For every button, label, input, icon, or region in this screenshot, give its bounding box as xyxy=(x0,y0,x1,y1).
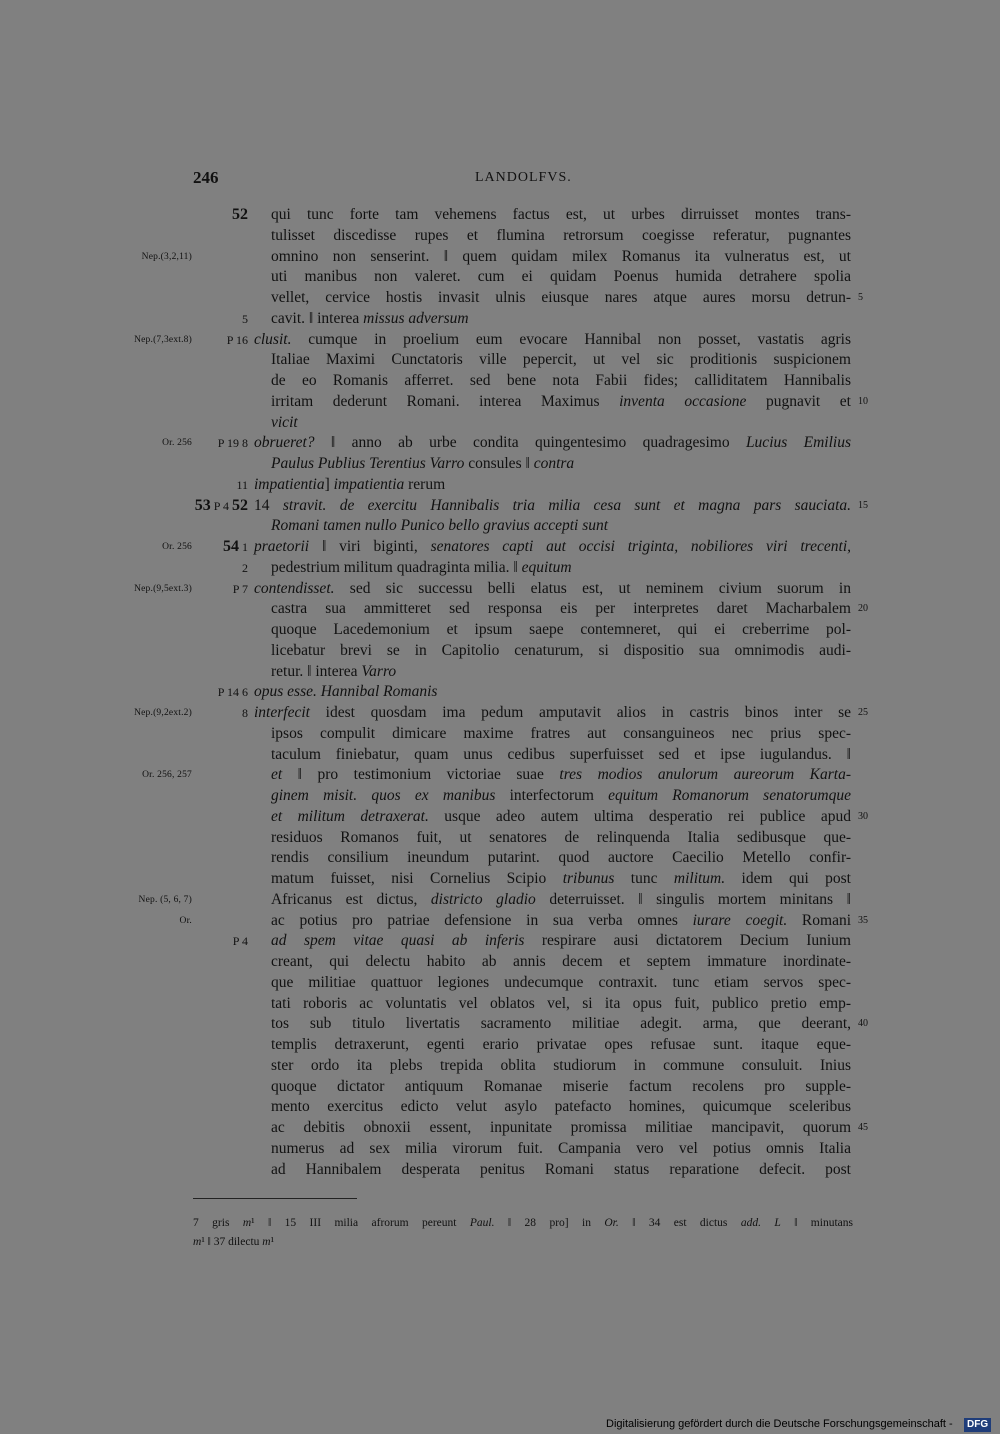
line-text: opus esse. Hannibal Romanis xyxy=(254,683,438,701)
line-text: uti manibus non valeret. cum ei quidam Poenus humida detrahere spolia xyxy=(271,268,851,286)
line-text: 14 stravit. de exercitu Hannibalis tria milia cesa sunt et magna pars sauciata. xyxy=(254,496,851,514)
text-line xyxy=(0,641,1000,662)
line-text: impatientia] impatientia rerum xyxy=(254,475,446,493)
text-line xyxy=(0,205,1000,226)
text-line xyxy=(0,1097,1000,1118)
text-line xyxy=(0,869,1000,890)
line-text: ad Hannibalem desperata penitus Romani status reparatione defecit. post xyxy=(271,1160,851,1178)
line-text: tati roboris ac voluntatis vel oblatos vel, si ita opus fuit, publico pretio emp- xyxy=(271,994,851,1012)
line-text: et militum detraxerat. usque adeo autem ultima desperatio rei publice apud xyxy=(271,807,851,825)
text-line xyxy=(0,247,1000,268)
line-text: Romani tamen nullo Punico bello gravius accepti sunt xyxy=(271,517,609,535)
line-number: 25 xyxy=(858,707,868,718)
text-line xyxy=(0,558,1000,579)
line-text: matum fuisset, nisi Cornelius Scipio tribunus tunc militum. idem qui post xyxy=(271,870,851,887)
margin-reference: 11 xyxy=(236,477,248,492)
line-text: numerus ad sex milia virorum fuit. Campania vero vel potius omnis Italia xyxy=(271,1139,851,1157)
line-text: castra sua ammitteret sed responsa eis per interpretes daret Macharbalem xyxy=(271,600,851,618)
source-reference: Nep. (5, 6, 7) xyxy=(138,894,192,905)
line-text: ipsos compulit dimicare maxime fratres aut consanguineos nec prius spec- xyxy=(271,724,851,742)
line-text: retur. ‖ interea Varro xyxy=(271,662,397,680)
margin-reference: 54 1 xyxy=(223,538,248,555)
text-line xyxy=(0,454,1000,475)
line-text: obrueret? ‖ anno ab urbe condita quingentesimo quadragesimo Lucius Emilius xyxy=(254,434,851,452)
text-line xyxy=(0,579,1000,600)
line-text: vellet, cervice hostis invasit ulnis eiusque nares atque aures morsu detrun- xyxy=(271,289,851,306)
text-line xyxy=(0,392,1000,413)
text-line xyxy=(0,890,1000,911)
text-line xyxy=(0,620,1000,641)
text-line xyxy=(0,1077,1000,1098)
text-line xyxy=(0,1139,1000,1160)
line-text: creant, qui delectu habito ab annis decem et septem immature inordinate- xyxy=(271,953,851,970)
text-line xyxy=(0,745,1000,766)
text-line xyxy=(0,516,1000,537)
margin-reference: 52 xyxy=(232,206,248,223)
footnote-line-1: 7 gris m¹ ‖ 15 III milia afrorum pereunt Paul. ‖ 28 pro] in Or. ‖ 34 est dictus add. L ‖ minutans xyxy=(193,1217,853,1229)
line-text: praetorii ‖ viri biginti, senatores capti aut occisi triginta, nobiliores viri trecenti, xyxy=(254,538,852,555)
dfg-logo: DFG xyxy=(964,1418,991,1432)
line-text: irritam dederunt Romani. interea Maximus inventa occasione pugnavit et xyxy=(271,392,851,410)
text-line xyxy=(0,848,1000,869)
source-reference: Nep.(9,5ext.3) xyxy=(134,583,192,594)
margin-reference: P 4 xyxy=(232,934,248,949)
source-reference: Nep.(7,3ext.8) xyxy=(134,334,192,345)
line-text: rendis consilium ineundum putarint. quod auctore Caecilio Metello confir- xyxy=(271,849,851,867)
margin-reference: P 16 xyxy=(226,332,248,347)
text-line xyxy=(0,703,1000,724)
line-text: contendisset. sed sic successu belli elatus est, ut neminem civium suorum in xyxy=(254,579,851,597)
line-number: 15 xyxy=(858,499,868,511)
text-line xyxy=(0,1014,1000,1035)
text-line xyxy=(0,931,1000,952)
line-text: Africanus est dictus, districto gladio deterruisset. ‖ singulis mortem minitans ‖ xyxy=(271,890,851,908)
text-line xyxy=(0,1035,1000,1056)
line-text: Italiae Maximi Cunctatoris ville pepercit, ut vel sic proditionis suspicionem xyxy=(271,351,851,369)
margin-reference: 8 xyxy=(242,706,248,720)
source-reference: Or. 256 xyxy=(162,438,192,449)
line-text: quoque Lacedemonium et ipsum saepe contemneret, qui ei creberrime pol- xyxy=(271,621,851,638)
source-reference: Or. xyxy=(179,915,192,926)
line-text: taculum finiebatur, quam unus cedibus superfuisset sed et ipse iugulandus. ‖ xyxy=(271,745,851,763)
text-line xyxy=(0,371,1000,392)
line-number: 30 xyxy=(858,810,868,822)
line-number: 45 xyxy=(858,1122,868,1133)
text-line xyxy=(0,309,1000,330)
source-reference: Or. 256 xyxy=(162,542,192,552)
main-text-block xyxy=(0,205,1000,1180)
line-text: vicit xyxy=(271,413,298,431)
text-line xyxy=(0,1160,1000,1181)
line-text: ad spem vitae quasi ab inferis respirare ausi dictatorem Decium Iunium xyxy=(271,932,851,950)
line-text: ac debitis obnoxii essent, inpunitate promissa militiae mancipavit, quorum xyxy=(271,1119,851,1136)
line-text: residuos Romanos fuit, ut senatores de relinquenda Italia sedibusque que- xyxy=(271,828,851,846)
text-line xyxy=(0,828,1000,849)
line-text: Paulus Publius Terentius Varro consules ‖ contra xyxy=(271,455,575,472)
text-line xyxy=(0,330,1000,351)
text-line xyxy=(0,994,1000,1015)
text-line xyxy=(0,599,1000,620)
line-text: templis detraxerunt, egenti erario privatae opes refusae sunt. itaque eque- xyxy=(271,1036,851,1053)
line-text: et ‖ pro testimonium victoriae suae tres modios anulorum aureorum Karta- xyxy=(271,766,852,784)
line-number: 35 xyxy=(858,914,868,926)
line-text: ster ordo ita plebs trepida oblita studiorum in commune consuluit. Inius xyxy=(271,1056,851,1074)
margin-reference: 2 xyxy=(242,560,248,575)
digitization-credit: Digitalisierung gefördert durch die Deutsche Forschungsgemeinschaft - xyxy=(606,1418,953,1430)
footnote-rule xyxy=(193,1198,357,1199)
margin-reference: 5 xyxy=(242,311,248,326)
line-text: que militiae quattuor legiones undecumque contraxit. tunc etiam servos spec- xyxy=(271,973,851,991)
line-text: ginem misit. quos ex manibus interfectorum equitum Romanorum senatorumque xyxy=(271,787,851,804)
line-number: 20 xyxy=(858,603,868,615)
footnotes xyxy=(193,1214,853,1252)
text-line xyxy=(0,973,1000,994)
line-text: omnino non senserint. ‖ quem quidam milex Romanus ita vulneratus est, ut xyxy=(271,247,851,265)
page-number: 246 xyxy=(193,168,219,187)
text-line xyxy=(0,350,1000,371)
running-title: LANDOLFVS. xyxy=(475,170,572,185)
source-reference: Nep.(3,2,11) xyxy=(141,251,192,262)
text-line xyxy=(0,682,1000,703)
text-line xyxy=(0,765,1000,786)
text-line xyxy=(0,226,1000,247)
text-line xyxy=(0,288,1000,309)
margin-reference: P 19 8 xyxy=(217,436,248,451)
line-text: tulisset discedisse rupes et flumina retrorsum coegisse referatur, pugnantes xyxy=(271,226,851,244)
text-line xyxy=(0,413,1000,434)
text-line xyxy=(0,1118,1000,1139)
line-text: clusit. cumque in proelium eum evocare Hannibal non posset, vastatis agris xyxy=(254,330,851,348)
text-line xyxy=(0,786,1000,807)
line-text: de eo Romanis afferret. sed bene nota Fabii fides; calliditatem Hannibalis xyxy=(271,372,851,389)
margin-reference: P 14 6 xyxy=(217,685,248,700)
line-number: 5 xyxy=(858,292,863,303)
source-reference: Nep.(9,2ext.2) xyxy=(134,708,192,718)
margin-reference: 53 P 4 52 xyxy=(194,496,248,514)
line-text: interfecit idest quosdam ima pedum amputavit alios in castris binos inter se xyxy=(254,704,851,721)
source-reference: Or. 256, 257 xyxy=(142,770,192,781)
line-number: 40 xyxy=(858,1018,868,1030)
text-line xyxy=(0,952,1000,973)
line-text: mento exercitus edicto velut asylo patefacto homines, quicumque sceleribus xyxy=(271,1098,851,1116)
text-line xyxy=(0,537,1000,558)
line-text: tos sub titulo livertatis sacramento militiae adegit. arma, que deerant, xyxy=(271,1015,851,1033)
line-text: pedestrium militum quadraginta milia. ‖ equitum xyxy=(271,558,572,576)
line-text: cavit. ‖ interea missus adversum xyxy=(271,309,469,327)
margin-reference: P 7 xyxy=(232,581,248,596)
line-text: ac potius pro patriae defensione in sua verba omnes iurare coegit. Romani xyxy=(271,911,852,929)
line-number: 10 xyxy=(858,395,868,407)
footnote-line-2: m¹ ‖ 37 dilectu m¹ xyxy=(193,1236,275,1248)
text-line xyxy=(0,1056,1000,1077)
text-line xyxy=(0,911,1000,932)
text-line xyxy=(0,267,1000,288)
text-line xyxy=(0,475,1000,496)
line-text: qui tunc forte tam vehemens factus est, ut urbes dirruisset montes trans- xyxy=(271,206,851,223)
line-text: licebatur brevi se in Capitolio cenaturum, si dispositio sua omnimodis audi- xyxy=(271,641,851,659)
text-line xyxy=(0,433,1000,454)
text-line xyxy=(0,662,1000,683)
text-line xyxy=(0,724,1000,745)
line-text: quoque dictator antiquum Romanae miserie factum recolens pro supple- xyxy=(271,1077,851,1095)
text-line xyxy=(0,807,1000,828)
text-line xyxy=(0,496,1000,517)
